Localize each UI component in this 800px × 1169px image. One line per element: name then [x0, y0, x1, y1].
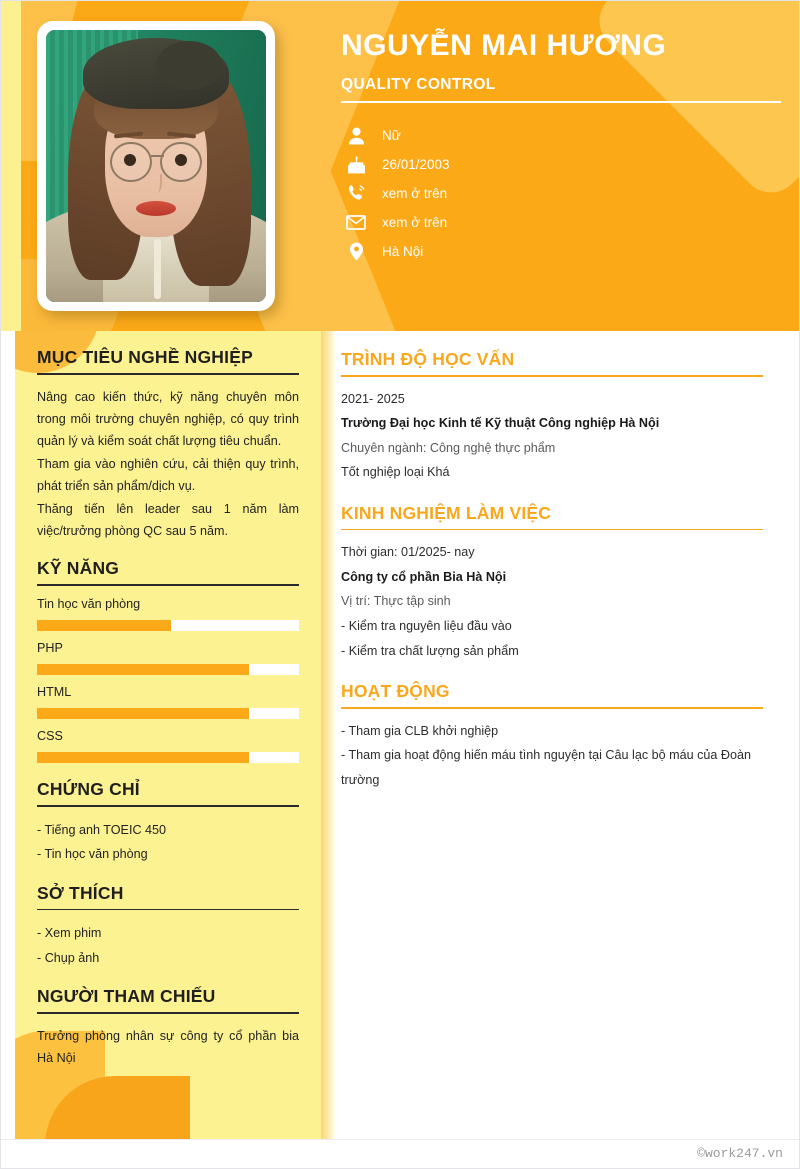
activity-item: - Tham gia CLB khởi nghiệp	[341, 723, 499, 738]
contact-value: 26/01/2003	[382, 157, 450, 172]
skill-progress-track	[37, 708, 299, 719]
contact-value: xem ở trên	[382, 186, 448, 201]
section-title-references: NGƯỜI THAM CHIẾU	[37, 986, 216, 1007]
phone-icon	[343, 183, 369, 205]
objective-paragraph: Thăng tiến lên leader sau 1 năm làm việc/trưởng phòng QC sau 5 năm.	[37, 501, 299, 539]
contact-row-location	[343, 237, 450, 266]
header-divider	[341, 101, 781, 103]
education-result: Tốt nghiệp loại Khá	[341, 465, 450, 480]
contact-list	[343, 121, 450, 266]
contact-value: Hà Nội	[382, 244, 424, 259]
contact-row-gender	[343, 121, 450, 150]
location-pin-icon	[343, 241, 369, 263]
section-title-activities: HOẠT ĐỘNG	[341, 681, 450, 702]
section-rule	[37, 805, 299, 807]
skill-progress-track	[37, 752, 299, 763]
skill-label: CSS	[37, 729, 63, 744]
contact-row-phone	[343, 179, 450, 208]
skill-label: HTML	[37, 685, 72, 700]
skill-label: PHP	[37, 641, 63, 656]
footer	[1, 1139, 800, 1168]
header-left-strip	[1, 1, 21, 331]
watermark: ©work247.vn	[697, 1146, 783, 1161]
experience-duty: - Kiểm tra nguyên liệu đầu vào	[341, 619, 512, 634]
certificate-item: - Tin học văn phòng	[37, 847, 148, 862]
skill-label: Tin học văn phòng	[37, 597, 141, 612]
person-icon	[343, 125, 369, 147]
skill-item	[37, 685, 299, 719]
contact-row-email	[343, 208, 450, 237]
skill-progress-fill	[37, 620, 171, 631]
contact-value: Nữ	[382, 128, 401, 143]
cv-header	[1, 1, 800, 331]
section-title-interests: SỞ THÍCH	[37, 882, 124, 903]
name-block	[341, 29, 781, 103]
skill-progress-fill	[37, 708, 249, 719]
skill-progress-track	[37, 664, 299, 675]
section-title-experience: KINH NGHIỆM LÀM VIỆC	[341, 502, 552, 523]
education-major: Chuyên ngành: Công nghệ thực phẩm	[341, 440, 556, 455]
experience-duty: - Kiểm tra chất lượng sản phẩm	[341, 643, 519, 658]
section-rule	[37, 584, 299, 586]
interest-item: - Chụp ảnh	[37, 950, 100, 965]
skill-item	[37, 729, 299, 763]
section-title-education: TRÌNH ĐỘ HỌC VẤN	[341, 349, 515, 369]
candidate-role: QUALITY CONTROL	[341, 75, 496, 93]
objective-paragraph: Nâng cao kiến thức, kỹ năng chuyên môn trong môi trường chuyên nghiệp, có quy trình quản lý và kiểm soát chất lượng tiêu chuẩn.	[37, 389, 299, 449]
contact-row-birthday	[343, 150, 450, 179]
section-rule	[341, 707, 763, 709]
main-column	[335, 331, 787, 1141]
experience-company: Công ty cổ phần Bia Hà Nội	[341, 569, 507, 584]
section-rule	[37, 373, 299, 375]
skill-progress-fill	[37, 752, 249, 763]
experience-period: Thời gian: 01/2025- nay	[341, 545, 475, 560]
sidebar	[15, 331, 321, 1141]
skill-progress-fill	[37, 664, 249, 675]
certificate-item: - Tiếng anh TOEIC 450	[37, 822, 167, 837]
avatar-photo	[46, 30, 266, 302]
section-title-objective: MỤC TIÊU NGHỀ NGHIỆP	[37, 347, 253, 367]
avatar-frame	[37, 21, 275, 311]
education-period: 2021- 2025	[341, 391, 405, 406]
reference-text: Trưởng phòng nhân sự công ty cổ phần bia Hà Nội	[37, 1029, 299, 1066]
education-school: Trường Đại học Kinh tế Kỹ thuật Công nghiệp Hà Nội	[341, 416, 660, 431]
contact-value: xem ở trên	[382, 215, 448, 230]
interest-item: - Xem phim	[37, 926, 102, 941]
section-rule	[37, 1012, 299, 1014]
section-rule	[37, 909, 299, 911]
experience-position: Vị trí: Thực tập sinh	[341, 594, 451, 609]
skill-item	[37, 641, 299, 675]
activity-item: - Tham gia hoạt động hiến máu tình nguyện tại Câu lạc bộ máu của Đoàn trường	[341, 748, 752, 787]
skill-progress-track	[37, 620, 299, 631]
candidate-name: NGUYỄN MAI HƯƠNG	[341, 29, 667, 62]
cake-icon	[343, 154, 369, 176]
sidebar-shadow	[321, 331, 335, 1141]
section-rule	[341, 529, 763, 531]
skill-item	[37, 597, 299, 631]
section-title-skills: KỸ NĂNG	[37, 558, 120, 579]
section-rule	[341, 375, 763, 377]
objective-paragraph: Tham gia vào nghiên cứu, cải thiện quy trình, phát triển sản phẩm/dịch vụ.	[37, 456, 299, 494]
section-title-certificates: CHỨNG CHỈ	[37, 779, 140, 800]
envelope-icon	[343, 212, 369, 234]
